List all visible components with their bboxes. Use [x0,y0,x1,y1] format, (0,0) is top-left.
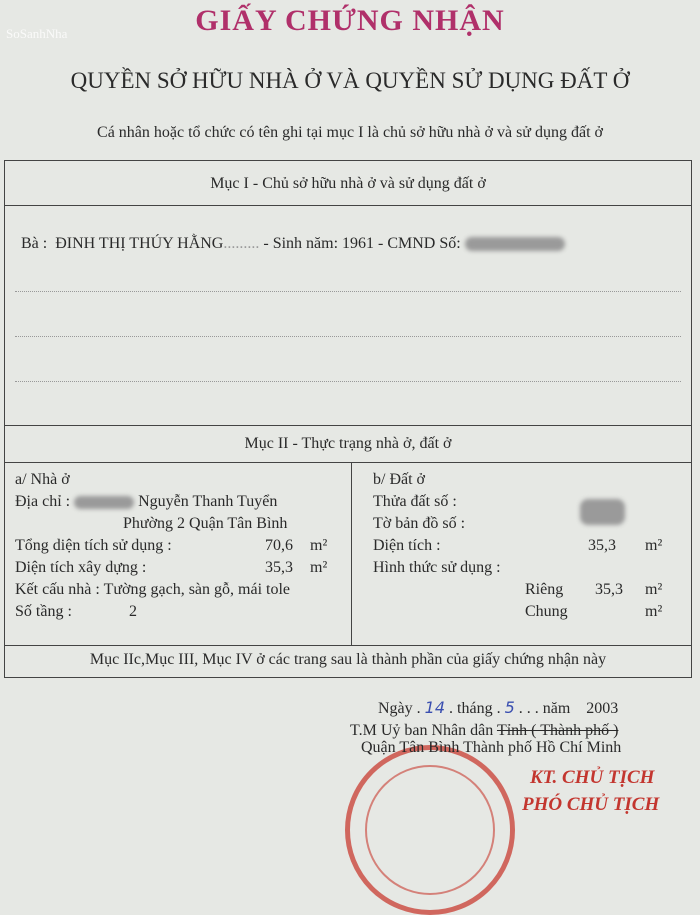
org-line2: Quận Tân Bình Thành phố Hồ Chí Minh [361,739,622,756]
land-area-label: Diện tích : [373,537,441,554]
floors-label: Số tầng : [15,603,72,620]
unit: m² [310,537,328,554]
footer-note: Mục IIc,Mục III, Mục IV ở các trang sau là thành phần của giấy chứng nhận này [89,651,607,668]
address-ward: Phường 2 Quận Tân Bình [123,515,288,532]
owner-name: ĐINH THỊ THÚY HẰNG [55,235,224,252]
house-label: a/ Nhà ở [15,471,70,488]
signer-role1: KT. CHỦ TỊCH [530,767,655,788]
shared-label: Chung [525,603,568,620]
land-area-value: 35,3 [588,537,616,554]
watermark: SoSanhNha [6,26,68,41]
section2-heading: Mục II - Thực trạng nhà ở, đất ở [244,435,452,452]
intro-text: Cá nhân hoặc tổ chức có tên ghi tại mục I là chủ sở hữu nhà ở và sử dụng đất ở [97,124,603,141]
private-value: 35,3 [595,581,623,598]
build-area-label: Diện tích xây dựng : [15,559,147,576]
floors-value: 2 [129,603,137,620]
build-area-value: 35,3 [265,559,293,576]
usage-label: Hình thức sử dụng : [373,559,501,576]
unit: m² [645,537,663,554]
document-title: GIẤY CHỨNG NHẬN [195,4,505,37]
unit: m² [645,581,663,598]
private-label: Riêng [525,581,564,598]
document-subtitle: QUYỀN SỞ HỮU NHÀ Ở VÀ QUYỀN SỬ DỤNG ĐẤT Ở [70,68,630,93]
signer-role2: PHÓ CHỦ TỊCH [522,794,660,815]
total-area-value: 70,6 [265,537,293,554]
owner-line: Bà : ĐINH THỊ THÚY HẰNG......... - Sinh năm: 1961 - CMND Số: [21,235,565,253]
structure-line: Kết cấu nhà : Tường gạch, sàn gỗ, mái tole [15,581,290,598]
unit: m² [645,603,663,620]
certificate-table [4,160,692,678]
parcel-label: Thửa đất số : [373,493,457,510]
org-line1: T.M Uỷ ban Nhân dân Tỉnh ( Thành phố ) [350,722,619,739]
section1-heading: Mục I - Chủ sở hữu nhà ở và sử dụng đất ở [210,175,486,192]
total-area-label: Tổng diện tích sử dụng : [15,537,172,554]
land-label: b/ Đất ở [373,471,426,488]
red-seal-inner [365,765,495,895]
map-label: Tờ bản đồ số : [373,515,466,532]
address-line: Địa chỉ : Nguyễn Thanh Tuyển [15,493,278,510]
unit: m² [310,559,328,576]
redacted-id [465,237,565,251]
date-line: Ngày . 14 . tháng . 5 . . . năm 2003 [378,698,619,717]
redacted-parcel [580,499,625,525]
